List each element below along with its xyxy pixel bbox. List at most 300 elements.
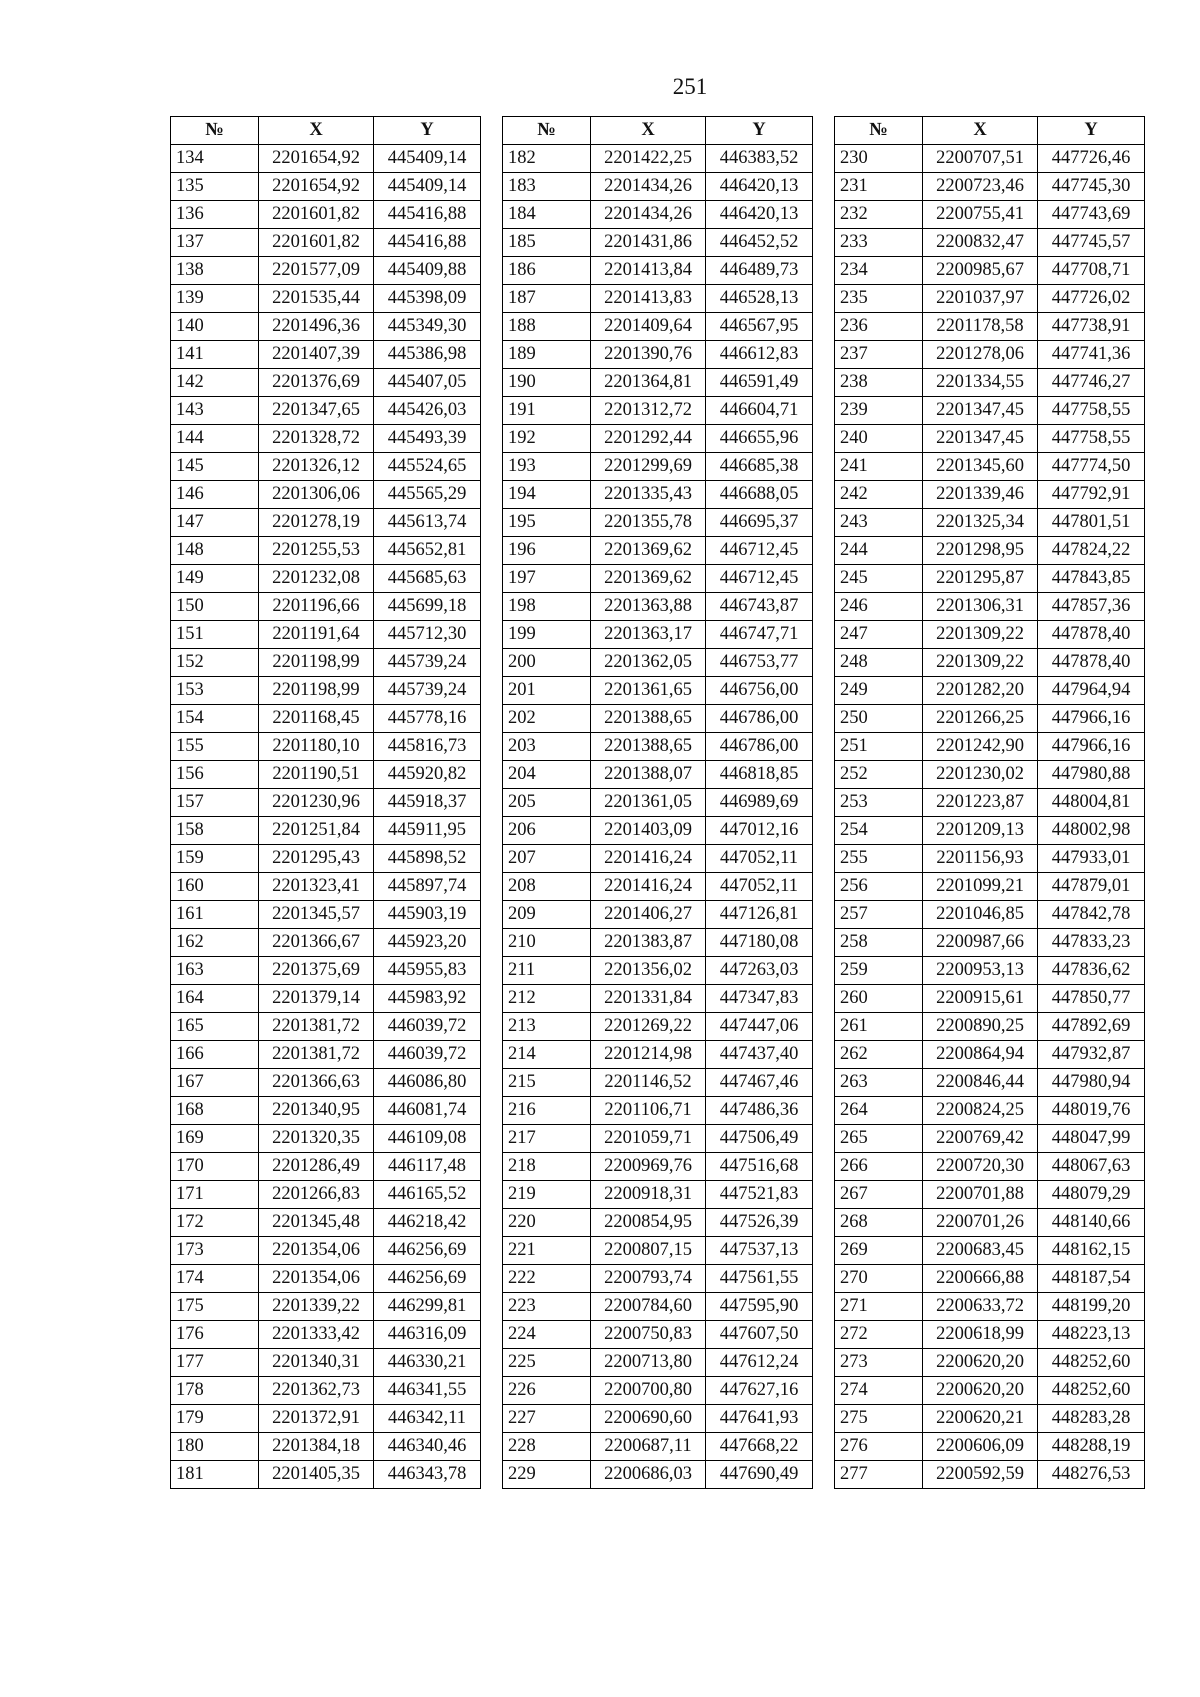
point-number-cell: 213 (503, 1013, 591, 1041)
table-row (171, 789, 481, 817)
page-number: 251 (672, 74, 708, 99)
table-row (835, 1433, 1145, 1461)
point-number-cell: 225 (503, 1349, 591, 1377)
x-coordinate-cell: 2201232,08 (259, 565, 374, 593)
table-row (171, 1349, 481, 1377)
x-coordinate-cell: 2201366,63 (259, 1069, 374, 1097)
y-coordinate-cell: 446712,45 (706, 537, 813, 565)
x-coordinate-cell: 2200915,61 (923, 985, 1038, 1013)
header-x: X (259, 117, 374, 145)
table-row (503, 1321, 813, 1349)
table-row (503, 537, 813, 565)
table-row (503, 649, 813, 677)
y-coordinate-cell: 446218,42 (374, 1209, 481, 1237)
header-x: X (923, 117, 1038, 145)
y-coordinate-cell: 447824,22 (1038, 537, 1145, 565)
x-coordinate-cell: 2201405,35 (259, 1461, 374, 1489)
table-row (835, 1321, 1145, 1349)
table-row (835, 957, 1145, 985)
y-coordinate-cell: 445918,37 (374, 789, 481, 817)
y-coordinate-cell: 446420,13 (706, 201, 813, 229)
y-coordinate-cell: 447627,16 (706, 1377, 813, 1405)
point-number-cell: 263 (835, 1069, 923, 1097)
y-coordinate-cell: 446591,49 (706, 369, 813, 397)
x-coordinate-cell: 2201379,14 (259, 985, 374, 1013)
table-row (171, 201, 481, 229)
y-coordinate-cell: 445923,20 (374, 929, 481, 957)
point-number-cell: 231 (835, 173, 923, 201)
y-coordinate-cell: 445386,98 (374, 341, 481, 369)
point-number-cell: 251 (835, 733, 923, 761)
point-number-cell: 218 (503, 1153, 591, 1181)
x-coordinate-cell: 2200713,80 (591, 1349, 706, 1377)
x-coordinate-cell: 2201364,81 (591, 369, 706, 397)
table-row (171, 397, 481, 425)
x-coordinate-cell: 2201496,36 (259, 313, 374, 341)
y-coordinate-cell: 447012,16 (706, 817, 813, 845)
y-coordinate-cell: 448002,98 (1038, 817, 1145, 845)
table-row (503, 1125, 813, 1153)
table-row (171, 705, 481, 733)
point-number-cell: 266 (835, 1153, 923, 1181)
y-coordinate-cell: 446747,71 (706, 621, 813, 649)
y-coordinate-cell: 446340,46 (374, 1433, 481, 1461)
point-number-cell: 175 (171, 1293, 259, 1321)
point-number-cell: 199 (503, 621, 591, 649)
y-coordinate-cell: 445652,81 (374, 537, 481, 565)
point-number-cell: 181 (171, 1461, 259, 1489)
y-coordinate-cell: 446604,71 (706, 397, 813, 425)
table-row (171, 1097, 481, 1125)
table-row (503, 873, 813, 901)
x-coordinate-cell: 2201269,22 (591, 1013, 706, 1041)
x-coordinate-cell: 2201535,44 (259, 285, 374, 313)
y-coordinate-cell: 445778,16 (374, 705, 481, 733)
x-coordinate-cell: 2201198,99 (259, 677, 374, 705)
x-coordinate-cell: 2201366,67 (259, 929, 374, 957)
table-row (503, 593, 813, 621)
point-number-cell: 207 (503, 845, 591, 873)
point-number-cell: 163 (171, 957, 259, 985)
y-coordinate-cell: 446753,77 (706, 649, 813, 677)
point-number-cell: 138 (171, 257, 259, 285)
table-row (835, 845, 1145, 873)
point-number-cell: 141 (171, 341, 259, 369)
y-coordinate-cell: 447980,88 (1038, 761, 1145, 789)
y-coordinate-cell: 447833,23 (1038, 929, 1145, 957)
x-coordinate-cell: 2201416,24 (591, 873, 706, 901)
point-number-cell: 269 (835, 1237, 923, 1265)
point-number-cell: 164 (171, 985, 259, 1013)
y-coordinate-cell: 447437,40 (706, 1041, 813, 1069)
table-row (171, 453, 481, 481)
y-coordinate-cell: 446039,72 (374, 1041, 481, 1069)
x-coordinate-cell: 2201331,84 (591, 985, 706, 1013)
x-coordinate-cell: 2201413,83 (591, 285, 706, 313)
y-coordinate-cell: 448067,63 (1038, 1153, 1145, 1181)
point-number-cell: 272 (835, 1321, 923, 1349)
x-coordinate-cell: 2201339,46 (923, 481, 1038, 509)
x-coordinate-cell: 2201345,60 (923, 453, 1038, 481)
y-coordinate-cell: 448252,60 (1038, 1349, 1145, 1377)
x-coordinate-cell: 2201251,84 (259, 817, 374, 845)
y-coordinate-cell: 448199,20 (1038, 1293, 1145, 1321)
x-coordinate-cell: 2201099,21 (923, 873, 1038, 901)
point-number-cell: 256 (835, 873, 923, 901)
x-coordinate-cell: 2200592,59 (923, 1461, 1038, 1489)
y-coordinate-cell: 448223,13 (1038, 1321, 1145, 1349)
y-coordinate-cell: 447668,22 (706, 1433, 813, 1461)
table-row (835, 621, 1145, 649)
y-coordinate-cell: 447964,94 (1038, 677, 1145, 705)
x-coordinate-cell: 2201306,06 (259, 481, 374, 509)
y-coordinate-cell: 446039,72 (374, 1013, 481, 1041)
point-number-cell: 134 (171, 145, 259, 173)
table-row (503, 509, 813, 537)
table-row (503, 985, 813, 1013)
x-coordinate-cell: 2201295,87 (923, 565, 1038, 593)
point-number-cell: 257 (835, 901, 923, 929)
table-row (171, 1377, 481, 1405)
x-coordinate-cell: 2201146,52 (591, 1069, 706, 1097)
x-coordinate-cell: 2201390,76 (591, 341, 706, 369)
table-row (503, 1293, 813, 1321)
table-row (503, 1461, 813, 1489)
table-row (835, 1377, 1145, 1405)
x-coordinate-cell: 2201369,62 (591, 537, 706, 565)
y-coordinate-cell: 446528,13 (706, 285, 813, 313)
y-coordinate-cell: 446117,48 (374, 1153, 481, 1181)
x-coordinate-cell: 2201431,86 (591, 229, 706, 257)
point-number-cell: 230 (835, 145, 923, 173)
table-row (503, 845, 813, 873)
y-coordinate-cell: 446086,80 (374, 1069, 481, 1097)
x-coordinate-cell: 2201325,34 (923, 509, 1038, 537)
y-coordinate-cell: 447842,78 (1038, 901, 1145, 929)
point-number-cell: 271 (835, 1293, 923, 1321)
point-number-cell: 145 (171, 453, 259, 481)
table-row (835, 789, 1145, 817)
table-row (835, 593, 1145, 621)
point-number-cell: 240 (835, 425, 923, 453)
y-coordinate-cell: 446688,05 (706, 481, 813, 509)
y-coordinate-cell: 447561,55 (706, 1265, 813, 1293)
point-number-cell: 202 (503, 705, 591, 733)
y-coordinate-cell: 446452,52 (706, 229, 813, 257)
point-number-cell: 191 (503, 397, 591, 425)
y-coordinate-cell: 445685,63 (374, 565, 481, 593)
y-coordinate-cell: 447743,69 (1038, 201, 1145, 229)
point-number-cell: 195 (503, 509, 591, 537)
table-row (171, 509, 481, 537)
x-coordinate-cell: 2201347,65 (259, 397, 374, 425)
table-row (835, 257, 1145, 285)
y-coordinate-cell: 446712,45 (706, 565, 813, 593)
x-coordinate-cell: 2201388,65 (591, 733, 706, 761)
y-coordinate-cell: 447878,40 (1038, 621, 1145, 649)
point-number-cell: 275 (835, 1405, 923, 1433)
point-number-cell: 169 (171, 1125, 259, 1153)
y-coordinate-cell: 446256,69 (374, 1237, 481, 1265)
x-coordinate-cell: 2200707,51 (923, 145, 1038, 173)
x-coordinate-cell: 2201356,02 (591, 957, 706, 985)
x-coordinate-cell: 2201309,22 (923, 621, 1038, 649)
y-coordinate-cell: 447745,30 (1038, 173, 1145, 201)
x-coordinate-cell: 2201320,35 (259, 1125, 374, 1153)
table-row (171, 985, 481, 1013)
header-number: № (171, 117, 259, 145)
point-number-cell: 197 (503, 565, 591, 593)
x-coordinate-cell: 2201168,45 (259, 705, 374, 733)
y-coordinate-cell: 447726,02 (1038, 285, 1145, 313)
x-coordinate-cell: 2201388,07 (591, 761, 706, 789)
y-coordinate-cell: 448004,81 (1038, 789, 1145, 817)
y-coordinate-cell: 447878,40 (1038, 649, 1145, 677)
point-number-cell: 158 (171, 817, 259, 845)
x-coordinate-cell: 2200793,74 (591, 1265, 706, 1293)
point-number-cell: 146 (171, 481, 259, 509)
y-coordinate-cell: 446743,87 (706, 593, 813, 621)
x-coordinate-cell: 2200620,20 (923, 1377, 1038, 1405)
y-coordinate-cell: 445911,95 (374, 817, 481, 845)
table-row (171, 845, 481, 873)
x-coordinate-cell: 2201381,72 (259, 1013, 374, 1041)
table-row (503, 257, 813, 285)
table-row (835, 1097, 1145, 1125)
point-number-cell: 219 (503, 1181, 591, 1209)
table-row (503, 369, 813, 397)
point-number-cell: 249 (835, 677, 923, 705)
table-row (835, 565, 1145, 593)
point-number-cell: 174 (171, 1265, 259, 1293)
point-number-cell: 178 (171, 1377, 259, 1405)
point-number-cell: 155 (171, 733, 259, 761)
point-number-cell: 194 (503, 481, 591, 509)
point-number-cell: 151 (171, 621, 259, 649)
point-number-cell: 222 (503, 1265, 591, 1293)
table-row (835, 313, 1145, 341)
y-coordinate-cell: 447690,49 (706, 1461, 813, 1489)
x-coordinate-cell: 2200807,15 (591, 1237, 706, 1265)
x-coordinate-cell: 2201292,44 (591, 425, 706, 453)
y-coordinate-cell: 445739,24 (374, 649, 481, 677)
y-coordinate-cell: 447879,01 (1038, 873, 1145, 901)
x-coordinate-cell: 2201416,24 (591, 845, 706, 873)
point-number-cell: 143 (171, 397, 259, 425)
table-row (503, 341, 813, 369)
table-row (835, 901, 1145, 929)
table-row (171, 229, 481, 257)
point-number-cell: 200 (503, 649, 591, 677)
x-coordinate-cell: 2201361,65 (591, 677, 706, 705)
point-number-cell: 184 (503, 201, 591, 229)
table-row (171, 145, 481, 173)
table-row (171, 285, 481, 313)
y-coordinate-cell: 447447,06 (706, 1013, 813, 1041)
y-coordinate-cell: 447746,27 (1038, 369, 1145, 397)
y-coordinate-cell: 446316,09 (374, 1321, 481, 1349)
header-row (503, 117, 813, 145)
x-coordinate-cell: 2201312,72 (591, 397, 706, 425)
table-row (835, 1013, 1145, 1041)
y-coordinate-cell: 447506,49 (706, 1125, 813, 1153)
point-number-cell: 168 (171, 1097, 259, 1125)
table-row (503, 397, 813, 425)
table-row (835, 341, 1145, 369)
x-coordinate-cell: 2200686,03 (591, 1461, 706, 1489)
table-row (171, 1153, 481, 1181)
point-number-cell: 262 (835, 1041, 923, 1069)
point-number-cell: 267 (835, 1181, 923, 1209)
point-number-cell: 216 (503, 1097, 591, 1125)
y-coordinate-cell: 448288,19 (1038, 1433, 1145, 1461)
y-coordinate-cell: 445407,05 (374, 369, 481, 397)
point-number-cell: 241 (835, 453, 923, 481)
x-coordinate-cell: 2201282,20 (923, 677, 1038, 705)
point-number-cell: 162 (171, 929, 259, 957)
x-coordinate-cell: 2200864,94 (923, 1041, 1038, 1069)
table-row (171, 1293, 481, 1321)
x-coordinate-cell: 2201255,53 (259, 537, 374, 565)
x-coordinate-cell: 2201654,92 (259, 145, 374, 173)
point-number-cell: 254 (835, 817, 923, 845)
y-coordinate-cell: 446299,81 (374, 1293, 481, 1321)
table-row (835, 1405, 1145, 1433)
x-coordinate-cell: 2200723,46 (923, 173, 1038, 201)
table-row (171, 425, 481, 453)
point-number-cell: 189 (503, 341, 591, 369)
point-number-cell: 247 (835, 621, 923, 649)
x-coordinate-cell: 2200606,09 (923, 1433, 1038, 1461)
point-number-cell: 242 (835, 481, 923, 509)
x-coordinate-cell: 2201354,06 (259, 1265, 374, 1293)
x-coordinate-cell: 2201347,45 (923, 425, 1038, 453)
x-coordinate-cell: 2201403,09 (591, 817, 706, 845)
point-number-cell: 273 (835, 1349, 923, 1377)
table-row (503, 201, 813, 229)
y-coordinate-cell: 447347,83 (706, 985, 813, 1013)
y-coordinate-cell: 448252,60 (1038, 1377, 1145, 1405)
x-coordinate-cell: 2201406,27 (591, 901, 706, 929)
y-coordinate-cell: 447526,39 (706, 1209, 813, 1237)
point-number-cell: 148 (171, 537, 259, 565)
x-coordinate-cell: 2201601,82 (259, 201, 374, 229)
x-coordinate-cell: 2201230,96 (259, 789, 374, 817)
y-coordinate-cell: 447933,01 (1038, 845, 1145, 873)
table-row (503, 1237, 813, 1265)
x-coordinate-cell: 2201361,05 (591, 789, 706, 817)
y-coordinate-cell: 446109,08 (374, 1125, 481, 1153)
y-coordinate-cell: 445409,88 (374, 257, 481, 285)
x-coordinate-cell: 2201278,06 (923, 341, 1038, 369)
table-row (503, 705, 813, 733)
table-row (503, 1153, 813, 1181)
x-coordinate-cell: 2201278,19 (259, 509, 374, 537)
x-coordinate-cell: 2201190,51 (259, 761, 374, 789)
y-coordinate-cell: 447263,03 (706, 957, 813, 985)
point-number-cell: 233 (835, 229, 923, 257)
table-row (171, 1013, 481, 1041)
y-coordinate-cell: 445712,30 (374, 621, 481, 649)
point-number-cell: 186 (503, 257, 591, 285)
table-row (835, 649, 1145, 677)
table-row (171, 369, 481, 397)
table-row (835, 761, 1145, 789)
point-number-cell: 274 (835, 1377, 923, 1405)
y-coordinate-cell: 447892,69 (1038, 1013, 1145, 1041)
table-row (835, 425, 1145, 453)
y-coordinate-cell: 447745,57 (1038, 229, 1145, 257)
y-coordinate-cell: 447726,46 (1038, 145, 1145, 173)
table-row (171, 677, 481, 705)
y-coordinate-cell: 445416,88 (374, 201, 481, 229)
x-coordinate-cell: 2200755,41 (923, 201, 1038, 229)
header-y: Y (706, 117, 813, 145)
table-row (171, 257, 481, 285)
point-number-cell: 172 (171, 1209, 259, 1237)
table-row (835, 929, 1145, 957)
point-number-cell: 215 (503, 1069, 591, 1097)
x-coordinate-cell: 2201381,72 (259, 1041, 374, 1069)
point-number-cell: 252 (835, 761, 923, 789)
table-row (171, 481, 481, 509)
y-coordinate-cell: 446989,69 (706, 789, 813, 817)
x-coordinate-cell: 2201223,87 (923, 789, 1038, 817)
table-row (171, 1321, 481, 1349)
table-row (503, 733, 813, 761)
point-number-cell: 161 (171, 901, 259, 929)
point-number-cell: 180 (171, 1433, 259, 1461)
x-coordinate-cell: 2201266,25 (923, 705, 1038, 733)
y-coordinate-cell: 445409,14 (374, 173, 481, 201)
y-coordinate-cell: 445920,82 (374, 761, 481, 789)
x-coordinate-cell: 2201434,26 (591, 201, 706, 229)
x-coordinate-cell: 2201372,91 (259, 1405, 374, 1433)
y-coordinate-cell: 445524,65 (374, 453, 481, 481)
x-coordinate-cell: 2201362,73 (259, 1377, 374, 1405)
x-coordinate-cell: 2201323,41 (259, 873, 374, 901)
y-coordinate-cell: 445903,19 (374, 901, 481, 929)
table-row (171, 1209, 481, 1237)
table-row (835, 1069, 1145, 1097)
x-coordinate-cell: 2201328,72 (259, 425, 374, 453)
x-coordinate-cell: 2201191,64 (259, 621, 374, 649)
y-coordinate-cell: 447521,83 (706, 1181, 813, 1209)
table-row (171, 1405, 481, 1433)
point-number-cell: 152 (171, 649, 259, 677)
table-row (835, 145, 1145, 173)
point-number-cell: 183 (503, 173, 591, 201)
table-row (171, 929, 481, 957)
table-row (835, 1265, 1145, 1293)
x-coordinate-cell: 2201409,64 (591, 313, 706, 341)
x-coordinate-cell: 2201340,95 (259, 1097, 374, 1125)
y-coordinate-cell: 448140,66 (1038, 1209, 1145, 1237)
table-row (171, 621, 481, 649)
x-coordinate-cell: 2201413,84 (591, 257, 706, 285)
point-number-cell: 154 (171, 705, 259, 733)
x-coordinate-cell: 2201156,93 (923, 845, 1038, 873)
point-number-cell: 248 (835, 649, 923, 677)
header-number: № (835, 117, 923, 145)
table-row (171, 733, 481, 761)
point-number-cell: 153 (171, 677, 259, 705)
coordinates-table-2 (502, 116, 813, 1489)
y-coordinate-cell: 446612,83 (706, 341, 813, 369)
y-coordinate-cell: 447857,36 (1038, 593, 1145, 621)
y-coordinate-cell: 445897,74 (374, 873, 481, 901)
point-number-cell: 170 (171, 1153, 259, 1181)
